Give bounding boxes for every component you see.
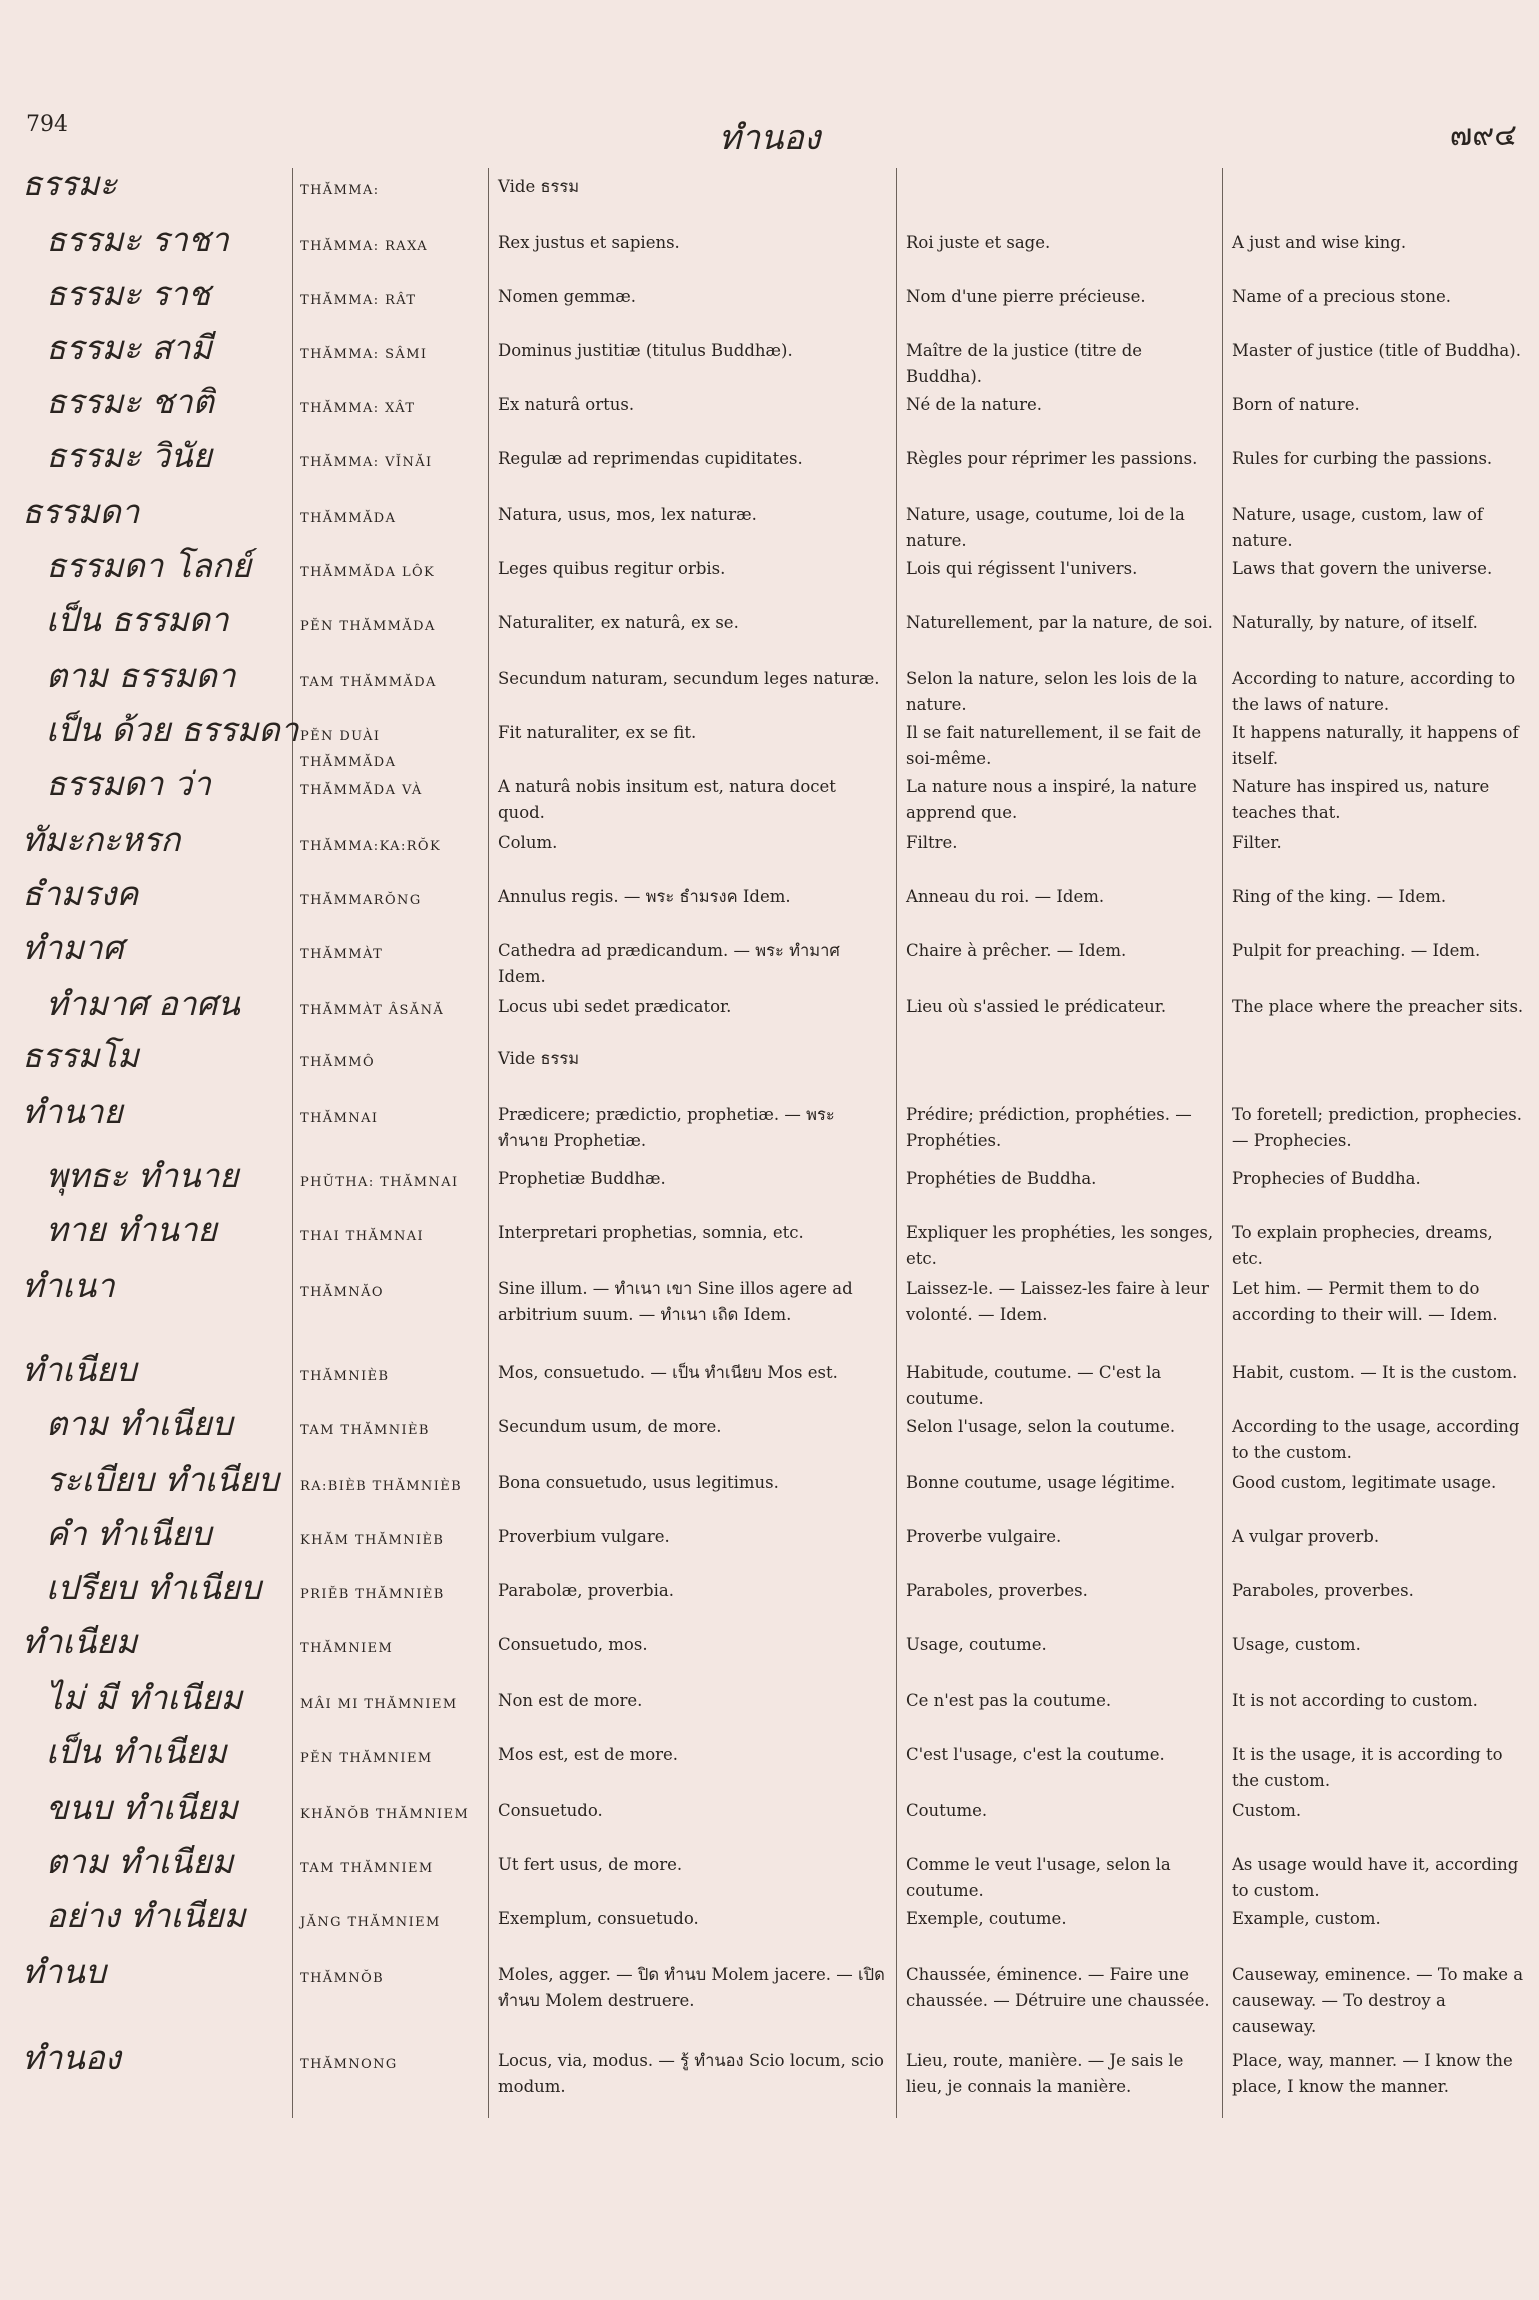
romanization: THĂMMA: XÂT bbox=[300, 401, 416, 416]
thai-headword: ทำนาย bbox=[22, 1092, 123, 1131]
thai-headword: ตาม ทำเนียม bbox=[46, 1842, 234, 1881]
french-definition: Règles pour réprimer les passions. bbox=[906, 449, 1198, 468]
romanization: THĂMMA:KA:RŎK bbox=[300, 839, 442, 854]
latin-definition: Natura, usus, mos, lex naturæ. bbox=[498, 505, 757, 524]
romanization: THĂMMÀT ÂSĂNĂ bbox=[300, 1003, 445, 1018]
french-definition: Maître de la justice (titre de Buddha). bbox=[906, 341, 1143, 386]
english-definition: Born of nature. bbox=[1232, 395, 1360, 414]
english-definition: Name of a precious stone. bbox=[1232, 287, 1451, 306]
english-definition: A vulgar proverb. bbox=[1232, 1527, 1380, 1546]
french-definition: Il se fait naturellement, il se fait de soi-même. bbox=[906, 723, 1202, 768]
romanization: JĂNG THĂMNIEM bbox=[300, 1915, 441, 1930]
latin-definition: Ex naturâ ortus. bbox=[498, 395, 635, 414]
romanization: THĂMNONG bbox=[300, 2057, 398, 2072]
french-definition: Coutume. bbox=[906, 1801, 988, 1820]
french-definition: Selon la nature, selon les lois de la nature. bbox=[906, 669, 1198, 714]
latin-definition: Bona consuetudo, usus legitimus. bbox=[498, 1473, 779, 1492]
latin-definition: Proverbium vulgare. bbox=[498, 1527, 670, 1546]
romanization: PHŬTHA: THĂMNAI bbox=[300, 1175, 459, 1190]
romanization: THĂMMA: RAXA bbox=[300, 239, 429, 254]
romanization: RA:BIÈB THĂMNIÈB bbox=[300, 1479, 463, 1494]
latin-definition: Secundum naturam, secundum leges naturæ. bbox=[498, 669, 880, 688]
english-definition: Master of justice (title of Buddha). bbox=[1232, 341, 1521, 360]
romanization: THĂMMĂDA bbox=[300, 511, 397, 526]
english-definition: Let him. — Permit them to do according to their will. — Idem. bbox=[1232, 1279, 1498, 1324]
thai-headword: เป็น ธรรมดา bbox=[46, 600, 229, 639]
french-definition: Usage, coutume. bbox=[906, 1635, 1047, 1654]
english-definition: Usage, custom. bbox=[1232, 1635, 1361, 1654]
thai-headword: ไม่ มี ทำเนียม bbox=[46, 1678, 243, 1717]
romanization: THĂMMÔ bbox=[300, 1055, 376, 1070]
french-definition: Paraboles, proverbes. bbox=[906, 1581, 1088, 1600]
thai-headword: ตาม ทำเนียบ bbox=[46, 1404, 233, 1443]
thai-headword: ทำเนียม bbox=[22, 1622, 138, 1661]
french-definition: Nature, usage, coutume, loi de la nature. bbox=[906, 505, 1185, 550]
french-definition: Lieu, route, manière. — Je sais le lieu, je connais la manière. bbox=[906, 2051, 1184, 2096]
thai-headword: ทำนบ bbox=[22, 1952, 106, 1991]
latin-definition: Dominus justitiæ (titulus Buddhæ). bbox=[498, 341, 793, 360]
english-definition: According to the usage, according to the custom. bbox=[1232, 1417, 1520, 1462]
english-definition: Filter. bbox=[1232, 833, 1282, 852]
romanization: THĂMMA: bbox=[300, 183, 380, 198]
romanization: THĂMNAI bbox=[300, 1111, 379, 1126]
french-definition: Ce n'est pas la coutume. bbox=[906, 1691, 1112, 1710]
thai-headword: ธรรมดา ว่า bbox=[46, 764, 211, 803]
french-definition: Prédire; prédiction, prophéties. — Prophéties. bbox=[906, 1105, 1192, 1150]
romanization: THĂMMĂDA VÀ bbox=[300, 783, 423, 798]
latin-definition: Vide ธรรม bbox=[498, 177, 580, 196]
thai-headword: เป็น ทำเนียม bbox=[46, 1732, 227, 1771]
english-definition: The place where the preacher sits. bbox=[1232, 997, 1524, 1016]
latin-definition: Locus, via, modus. — รู้ ทำนอง Scio locum, scio modum. bbox=[498, 2051, 884, 2096]
french-definition: Lieu où s'assied le prédicateur. bbox=[906, 997, 1167, 1016]
romanization: PĔN THĂMMĂDA bbox=[300, 619, 436, 634]
thai-headword: พุทธะ ทำนาย bbox=[46, 1156, 239, 1195]
romanization: THĂMNŎB bbox=[300, 1971, 385, 1986]
romanization: KHĂNŎB THĂMNIEM bbox=[300, 1807, 470, 1822]
latin-definition: Regulæ ad reprimendas cupiditates. bbox=[498, 449, 803, 468]
thai-headword: ทาย ทำนาย bbox=[46, 1210, 217, 1249]
french-definition: Nom d'une pierre précieuse. bbox=[906, 287, 1146, 306]
romanization: TAM THĂMNIÈB bbox=[300, 1423, 430, 1438]
latin-definition: Naturaliter, ex naturâ, ex se. bbox=[498, 613, 739, 632]
latin-definition: Fit naturaliter, ex se fit. bbox=[498, 723, 697, 742]
column-divider bbox=[1222, 168, 1223, 2118]
english-definition: Custom. bbox=[1232, 1801, 1302, 1820]
romanization: THĂMMA: SÂMI bbox=[300, 347, 428, 362]
latin-definition: Non est de more. bbox=[498, 1691, 643, 1710]
latin-definition: Prædicere; prædictio, prophetiæ. — พระ ทำนาย Prophetiæ. bbox=[498, 1105, 835, 1150]
english-definition: As usage would have it, according to custom. bbox=[1232, 1855, 1519, 1900]
english-definition: Laws that govern the universe. bbox=[1232, 559, 1493, 578]
latin-definition: Moles, agger. — ปิด ทำนบ Molem jacere. — เปิด ทำนบ Molem destruere. bbox=[498, 1965, 885, 2010]
latin-definition: Nomen gemmæ. bbox=[498, 287, 637, 306]
latin-definition: Secundum usum, de more. bbox=[498, 1417, 722, 1436]
thai-headword: ธรรมโม bbox=[22, 1036, 139, 1075]
french-definition: Chaussée, éminence. — Faire une chaussée. — Détruire une chaussée. bbox=[906, 1965, 1210, 2010]
thai-headword: ธรรมะ ชาติ bbox=[46, 382, 214, 421]
french-definition: Anneau du roi. — Idem. bbox=[906, 887, 1105, 906]
latin-definition: Ut fert usus, de more. bbox=[498, 1855, 683, 1874]
latin-definition: Colum. bbox=[498, 833, 558, 852]
english-definition: Prophecies of Buddha. bbox=[1232, 1169, 1421, 1188]
page-number-left: 794 bbox=[26, 112, 68, 137]
french-definition: Habitude, coutume. — C'est la coutume. bbox=[906, 1363, 1162, 1408]
thai-headword: ทำเนา bbox=[22, 1266, 115, 1305]
thai-headword: คำ ทำเนียบ bbox=[46, 1514, 212, 1553]
romanization: THAI THĂMNAI bbox=[300, 1229, 425, 1244]
thai-headword: ระเบียบ ทำเนียบ bbox=[46, 1460, 279, 1499]
french-definition: Chaire à prêcher. — Idem. bbox=[906, 941, 1127, 960]
thai-headword: ธำมรงค bbox=[22, 874, 139, 913]
thai-headword: ทำนอง bbox=[22, 2038, 121, 2077]
column-divider bbox=[292, 168, 293, 2118]
english-definition: It happens naturally, it happens of itself. bbox=[1232, 723, 1519, 768]
english-definition: Naturally, by nature, of itself. bbox=[1232, 613, 1478, 632]
column-divider bbox=[488, 168, 489, 2118]
latin-definition: Cathedra ad prædicandum. — พระ ทำมาศ Idem. bbox=[498, 941, 840, 986]
french-definition: Prophéties de Buddha. bbox=[906, 1169, 1097, 1188]
thai-headword: ธรรมดา โลกย์ bbox=[46, 546, 252, 585]
romanization: PĔN THĂMNIEM bbox=[300, 1751, 433, 1766]
thai-headword: เปรียบ ทำเนียบ bbox=[46, 1568, 262, 1607]
thai-headword: ทำมาศ bbox=[22, 928, 124, 967]
latin-definition: Exemplum, consuetudo. bbox=[498, 1909, 699, 1928]
french-definition: Comme le veut l'usage, selon la coutume. bbox=[906, 1855, 1171, 1900]
latin-definition: Sine illum. — ทำเนา เขา Sine illos agere ad arbitrium suum. — ทำเนา เถิด Idem. bbox=[498, 1279, 853, 1324]
french-definition: Né de la nature. bbox=[906, 395, 1042, 414]
english-definition: Place, way, manner. — I know the place, I know the manner. bbox=[1232, 2051, 1513, 2096]
english-definition: Nature, usage, custom, law of nature. bbox=[1232, 505, 1483, 550]
thai-headword: ทำเนียบ bbox=[22, 1350, 137, 1389]
latin-definition: Parabolæ, proverbia. bbox=[498, 1581, 674, 1600]
french-definition: Lois qui régissent l'univers. bbox=[906, 559, 1138, 578]
romanization: PRIĔB THĂMNIÈB bbox=[300, 1587, 445, 1602]
english-definition: It is the usage, it is according to the custom. bbox=[1232, 1745, 1503, 1790]
latin-definition: Consuetudo. bbox=[498, 1801, 603, 1820]
thai-headword: ขนบ ทำเนียม bbox=[46, 1788, 238, 1827]
english-definition: According to nature, according to the laws of nature. bbox=[1232, 669, 1516, 714]
english-definition: Rules for curbing the passions. bbox=[1232, 449, 1493, 468]
romanization: THĂMMÀT bbox=[300, 947, 384, 962]
english-definition: Good custom, legitimate usage. bbox=[1232, 1473, 1497, 1492]
romanization: TAM THĂMNIEM bbox=[300, 1861, 434, 1876]
thai-headword: อย่าง ทำเนียม bbox=[46, 1896, 246, 1935]
french-definition: Exemple, coutume. bbox=[906, 1909, 1067, 1928]
french-definition: Laissez-le. — Laissez-les faire à leur volonté. — Idem. bbox=[906, 1279, 1209, 1324]
romanization: TAM THĂMMĂDA bbox=[300, 675, 437, 690]
romanization: THĂMMA: VĬNĂI bbox=[300, 455, 433, 470]
romanization: PĔN DUÀI THĂMMĂDA bbox=[300, 729, 397, 770]
english-definition: It is not according to custom. bbox=[1232, 1691, 1478, 1710]
latin-definition: Vide ธรรม bbox=[498, 1049, 580, 1068]
thai-headword: ทัมะกะหรก bbox=[22, 820, 181, 859]
thai-headword: ธรรมะ สามี bbox=[46, 328, 212, 367]
english-definition: A just and wise king. bbox=[1232, 233, 1407, 252]
french-definition: Naturellement, par la nature, de soi. bbox=[906, 613, 1213, 632]
latin-definition: Interpretari prophetias, somnia, etc. bbox=[498, 1223, 804, 1242]
latin-definition: Prophetiæ Buddhæ. bbox=[498, 1169, 666, 1188]
romanization: THĂMMA: RÂT bbox=[300, 293, 417, 308]
romanization: THĂMNĂO bbox=[300, 1285, 384, 1300]
thai-headword: ธรรมะ bbox=[22, 164, 118, 203]
french-definition: Bonne coutume, usage légitime. bbox=[906, 1473, 1176, 1492]
latin-definition: Mos est, est de more. bbox=[498, 1745, 679, 1764]
latin-definition: Leges quibus regitur orbis. bbox=[498, 559, 726, 578]
latin-definition: A naturâ nobis insitum est, natura docet quod. bbox=[498, 777, 836, 822]
column-divider bbox=[896, 168, 897, 2118]
romanization: THĂMMĂDA LÔK bbox=[300, 565, 436, 580]
english-definition: To foretell; prediction, prophecies.— Prophecies. bbox=[1232, 1105, 1522, 1150]
latin-definition: Annulus regis. — พระ ธำมรงค Idem. bbox=[498, 887, 791, 906]
thai-headword: ตาม ธรรมดา bbox=[46, 656, 236, 695]
french-definition: Filtre. bbox=[906, 833, 958, 852]
latin-definition: Consuetudo, mos. bbox=[498, 1635, 648, 1654]
romanization: THĂMNIEM bbox=[300, 1641, 394, 1656]
french-definition: La nature nous a inspiré, la nature apprend que. bbox=[906, 777, 1197, 822]
romanization: THĂMMARŎNG bbox=[300, 893, 422, 908]
english-definition: Pulpit for preaching. — Idem. bbox=[1232, 941, 1481, 960]
english-definition: Causeway, eminence. — To make a causeway. — To destroy a causeway. bbox=[1232, 1965, 1524, 2036]
thai-headword: ทำมาศ อาศน bbox=[46, 984, 240, 1023]
latin-definition: Mos, consuetudo. — เป็น ทำเนียบ Mos est. bbox=[498, 1363, 838, 1382]
french-definition: C'est l'usage, c'est la coutume. bbox=[906, 1745, 1165, 1764]
english-definition: Ring of the king. — Idem. bbox=[1232, 887, 1447, 906]
thai-headword: ธรรมะ ราชา bbox=[46, 220, 229, 259]
romanization: KHĂM THĂMNIÈB bbox=[300, 1533, 445, 1548]
english-definition: To explain prophecies, dreams, etc. bbox=[1232, 1223, 1493, 1268]
french-definition: Expliquer les prophéties, les songes, etc. bbox=[906, 1223, 1214, 1268]
french-definition: Proverbe vulgaire. bbox=[906, 1527, 1062, 1546]
french-definition: Roi juste et sage. bbox=[906, 233, 1051, 252]
english-definition: Habit, custom. — It is the custom. bbox=[1232, 1363, 1518, 1382]
romanization: MÂI MI THĂMNIEM bbox=[300, 1697, 458, 1712]
french-definition: Selon l'usage, selon la coutume. bbox=[906, 1417, 1176, 1436]
latin-definition: Locus ubi sedet prædicator. bbox=[498, 997, 732, 1016]
thai-headword: เป็น ด้วย ธรรมดา bbox=[46, 710, 299, 749]
english-definition: Example, custom. bbox=[1232, 1909, 1381, 1928]
thai-headword: ธรรมดา bbox=[22, 492, 140, 531]
thai-headword: ธรรมะ ราช bbox=[46, 274, 211, 313]
english-definition: Paraboles, proverbes. bbox=[1232, 1581, 1414, 1600]
page-header: ทำนอง bbox=[718, 118, 821, 158]
english-definition: Nature has inspired us, nature teaches that. bbox=[1232, 777, 1490, 822]
romanization: THĂMNIÈB bbox=[300, 1369, 390, 1384]
page-number-right: ๗๙๔ bbox=[1449, 118, 1517, 153]
thai-headword: ธรรมะ วินัย bbox=[46, 436, 212, 475]
latin-definition: Rex justus et sapiens. bbox=[498, 233, 680, 252]
